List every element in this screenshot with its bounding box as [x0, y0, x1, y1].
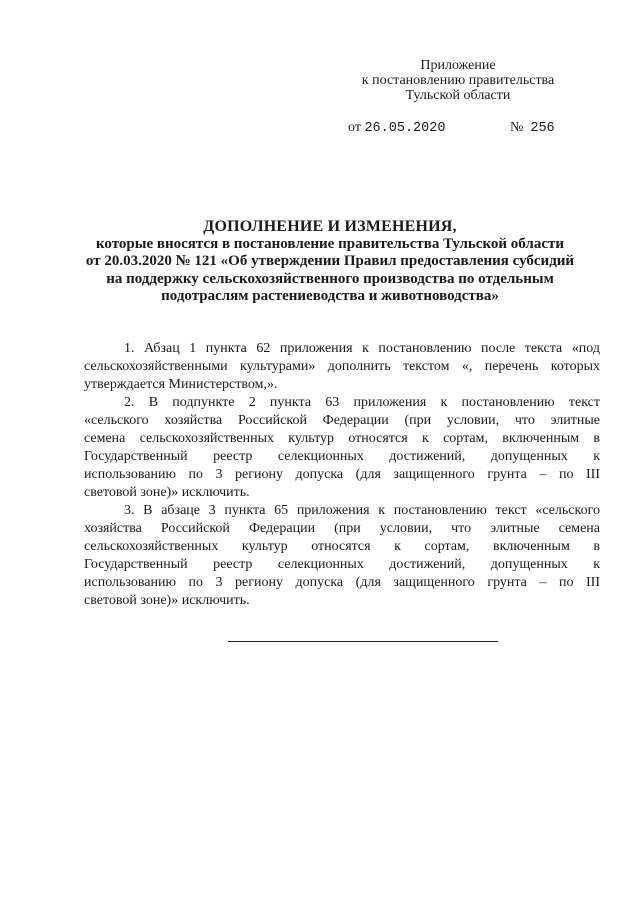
paragraph-line: хозяйства Российской Федерации (при условии, что элитные семена — [84, 521, 600, 536]
paragraph-line: 1. Абзац 1 пункта 62 приложения к постановлению после текста «под — [124, 341, 600, 356]
paragraph-line: сельскохозяйственных культур относятся к сортам, включенным в — [84, 539, 600, 554]
title-line: подотраслям растениеводства и животноводства» — [161, 288, 499, 304]
paragraph-line: Государственный реестр селекционных достижений, допущенных к — [84, 449, 600, 464]
paragraph-line: использованию по 3 региону допуска (для защищенного грунта – по III — [84, 467, 600, 482]
paragraph-line: световой зоне)» исключить. — [84, 485, 250, 500]
date-prefix: от — [348, 120, 361, 135]
annex-label: Приложение — [420, 58, 496, 73]
annex-region: Тульской области — [405, 88, 511, 103]
title-line: на поддержку сельскохозяйственного производства по отдельным — [106, 270, 554, 287]
document-title — [60, 218, 600, 306]
title-line: которые вносятся в постановление правительства Тульской области — [95, 235, 565, 252]
paragraph-line: семена сельскохозяйственных культур относятся к сортам, включенным в — [84, 431, 600, 446]
paragraph-line: световой зоне)» исключить. — [84, 593, 250, 608]
annex-reference: к постановлению правительства — [361, 73, 555, 88]
paragraph-line: Государственный реестр селекционных достижений, допущенных к — [84, 557, 600, 572]
paragraph-1 — [84, 340, 600, 394]
decree-number-group — [510, 120, 555, 136]
decree-number: 256 — [530, 121, 555, 136]
paragraph-line: использованию по 3 региону допуска (для защищенного грунта – по III — [84, 575, 600, 590]
number-sign: № — [510, 120, 524, 135]
paragraph-line: 2. В подпункте 2 пункта 63 приложения к постановлению текст — [124, 395, 600, 410]
document-body — [84, 340, 600, 610]
decree-dateline — [348, 120, 555, 136]
decree-date: 26.05.2020 — [364, 121, 446, 136]
paragraph-2 — [84, 394, 600, 502]
paragraph-line: 3. В абзаце 3 пункта 65 приложения к постановлению текст «сельского — [124, 503, 600, 518]
closing-rule — [228, 641, 498, 642]
title-line: от 20.03.2020 № 121 «Об утверждении Правил предоставления субсидий — [85, 253, 575, 269]
title-heading: ДОПОЛНЕНИЕ И ИЗМЕНЕНИЯ, — [203, 218, 457, 235]
paragraph-line: сельскохозяйственными культурами» дополнить текстом «, перечень которых — [84, 359, 600, 374]
paragraph-line: утверждается Министерством,». — [84, 377, 278, 392]
paragraph-line: «сельского хозяйства Российской Федерации (при условии, что элитные — [84, 413, 600, 428]
paragraph-3 — [84, 502, 600, 610]
annex-header — [348, 58, 568, 103]
